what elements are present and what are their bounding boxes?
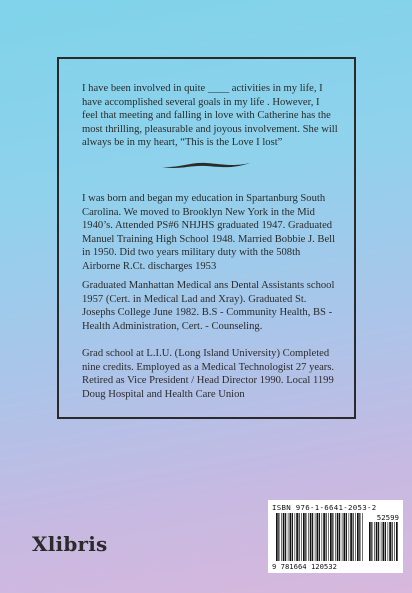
bio-paragraph-3: Grad school at L.I.U. (Long Island University) Completed nine credits. Employed as a Medical Technologist 27 years. Retired as Vice President / Head Director 1990. Local 1199 Doug Hospital and Health Care Union [82,348,335,400]
bio-paragraph-2: Graduated Manhattan Medical ans Dental Assistants school 1957 (Cert. in Medical Lad and Xray). Graduated St. Josephs College June 1982. B.S - Community Health, BS - Health Administration, Cert. - Counseling. [82,280,335,332]
barcode [268,500,403,573]
price-code: 52599 [376,513,399,522]
publisher-logo: Xlibris [32,532,108,556]
intro-paragraph: I have been involved in quite ____ activities in my life, I have accomplished several goals in my life . However, I feel that meeting and falling in love with Catherine has the most thrilling, pleasurable and joyous involvement. She will always be in my heart, “This is the Love I lost” [82,83,338,149]
bio-paragraph-1: I was born and began my education in Spartanburg South Carolina. We moved to Brooklyn New York in the Mid 1940’s. Attended PS#6 NHJHS graduated 1947. Graduated Manuel Training High School 1948. Married Bobbie J. Bell in 1950. Did two years military duty with the 508th Airborne R.Ct. discharges 1953 [82,193,336,272]
decorative-swash [160,158,252,172]
addon-barcode-bars [369,522,398,563]
ean-digits: 9 781664 120532 [272,562,337,571]
isbn-label: ISBN 976-1-6641-2053-2 [272,503,377,512]
ean-barcode-bars [276,513,364,563]
